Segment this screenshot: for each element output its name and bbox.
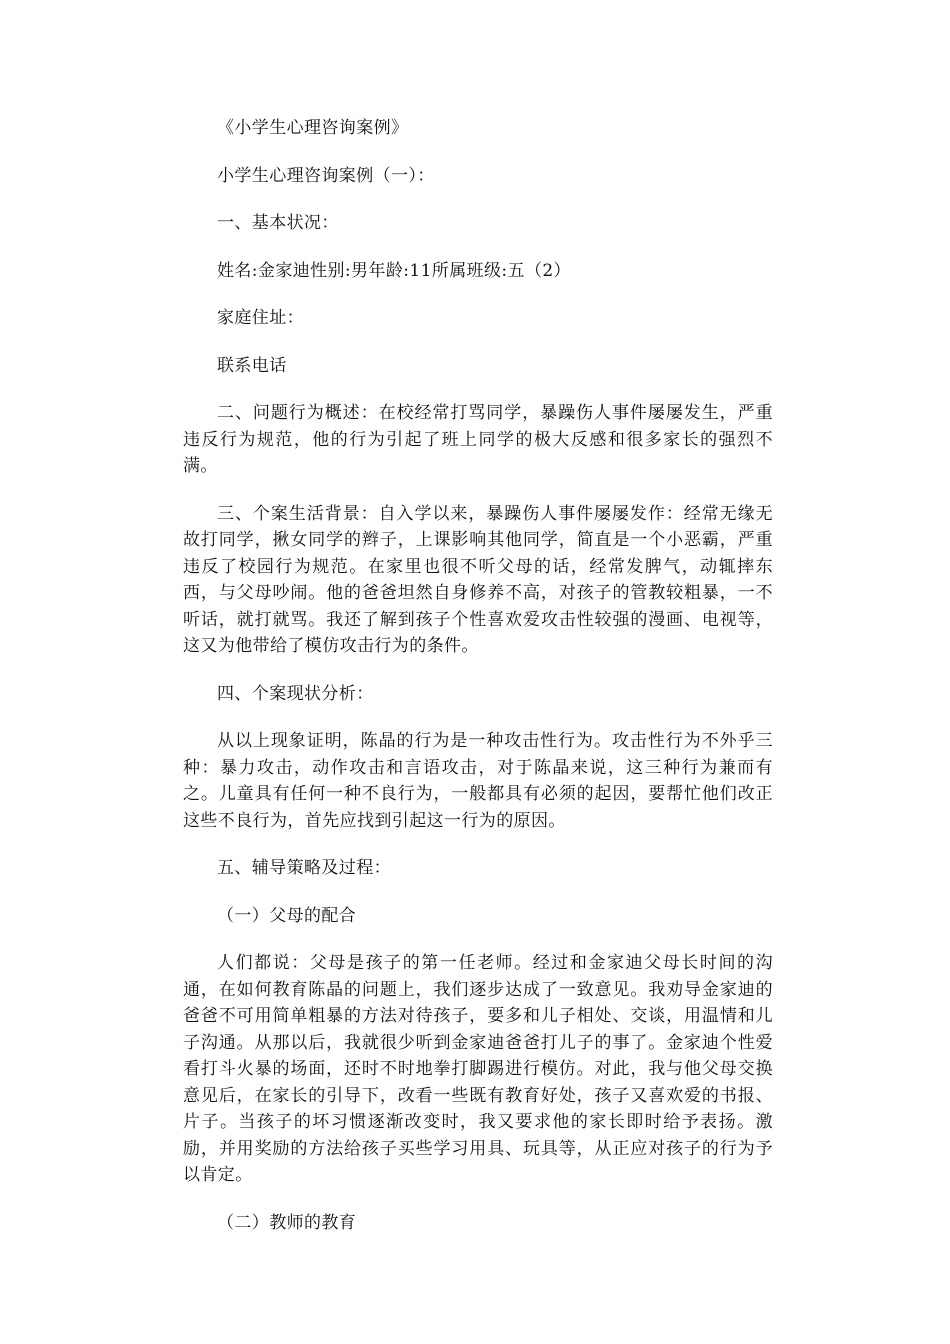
strategy-heading: 五、辅导策略及过程： (217, 858, 391, 878)
home-address-line: 家庭住址： (217, 308, 304, 328)
life-background-paragraph: 三、个案生活背景：自入学以来，暴躁伤人事件屡屡发作：经常无缘无故打同学，揪女同学的辫子，上课影响其他同学，简直是一个小恶霸，严重违反了校园行为规范。在家里也很不听父母的话，经常发脾气，动辄摔东西，与父母吵闹。他的爸爸坦然自身修养不高，对孩子的管教较粗暴，一不听话，就打就骂。我还了解到孩子个性喜欢爱攻击性较强的漫画、电视等，这又为他带给了模仿攻击行为的条件。 (183, 503, 773, 656)
section-basic-info-heading: 一、基本状况： (217, 213, 339, 233)
parents-paragraph: 人们都说：父母是孩子的第一任老师。经过和金家迪父母长时间的沟通，在如何教育陈晶的问题上，我们逐步达成了一致意见。我劝导金家迪的爸爸不可用简单粗暴的方法对待孩子，要多和儿子相处、交谈，用温情和儿子沟通。从那以后，我就很少听到金家迪爸爸打儿子的事了。金家迪个性爱看打斗火暴的场面，还时不时地拳打脚踢进行模仿。对此，我与他父母交换意见后，在家长的引导下，改看一些既有教育好处，孩子又喜欢爱的书报、片子。当孩子的坏习惯逐渐改变时，我又要求他的家长即时给予表扬。激励，并用奖励的方法给孩子买些学习用具、玩具等，从正应对孩子的行为予以肯定。 (183, 953, 773, 1185)
status-analysis-heading: 四、个案现状分析： (217, 683, 374, 704)
teacher-subheading: （二）教师的教育 (217, 1212, 357, 1233)
document-body (183, 115, 773, 1257)
status-analysis-paragraph: 从以上现象证明，陈晶的行为是一种攻击性行为。攻击性行为不外乎三种：暴力攻击，动作攻击和言语攻击，对于陈晶来说，这三种行为兼而有之。儿童具有任何一种不良行为，一般都具有必须的起因，要帮忙他们改正这些不良行为，首先应找到引起这一行为的原因。 (183, 731, 773, 831)
document-title: 《小学生心理咨询案例》 (217, 118, 409, 138)
problem-behavior-paragraph: 二、问题行为概述：在校经常打骂同学，暴躁伤人事件屡屡发生，严重违反行为规范，他的行为引起了班上同学的极大反感和很多家长的强烈不满。 (183, 403, 773, 476)
parents-subheading: （一）父母的配合 (217, 905, 357, 926)
basic-info-line: 姓名:金家迪性别:男年龄:11所属班级:五（2） (217, 260, 571, 281)
case-heading: 小学生心理咨询案例（一）： (217, 165, 435, 186)
phone-line: 联系电话 (217, 355, 287, 376)
